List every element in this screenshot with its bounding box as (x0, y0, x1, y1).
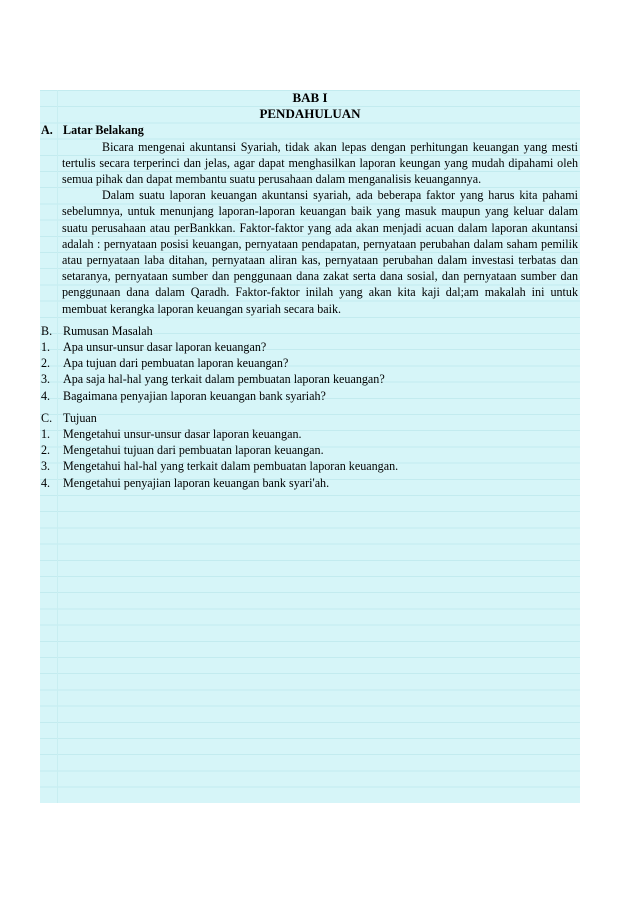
list-item-number: 2. (41, 443, 51, 458)
section-b-marker: B. (41, 323, 53, 338)
list-item (40, 339, 580, 355)
document-body (40, 90, 580, 491)
chapter-number: BAB I (292, 90, 328, 105)
list-item-number: 1. (41, 340, 51, 355)
list-item-number: 1. (41, 427, 51, 442)
list-item-text: Bagaimana penyajian laporan keuangan bank syariah? (63, 388, 326, 403)
list-item-text: Mengetahui hal-hal yang terkait dalam pembuatan laporan keuangan. (63, 459, 399, 474)
list-item (40, 458, 580, 474)
list-item (40, 371, 580, 387)
list-item (40, 355, 580, 371)
list-item-text: Mengetahui tujuan dari pembuatan laporan keuangan. (63, 443, 324, 458)
section-b-heading (40, 323, 580, 339)
list-item (40, 388, 580, 404)
section-c-marker: C. (41, 410, 53, 425)
list-item-text: Mengetahui unsur-unsur dasar laporan keuangan. (63, 427, 302, 442)
section-c-title: Tujuan (63, 410, 97, 425)
chapter-title: PENDAHULUAN (259, 106, 361, 122)
section-c-heading (40, 410, 580, 426)
list-item-text: Apa tujuan dari pembuatan laporan keuangan? (63, 356, 289, 371)
section-a-marker: A. (41, 123, 53, 138)
section-b-title: Rumusan Masalah (63, 323, 153, 338)
section-a-heading (40, 122, 580, 138)
list-item-number: 4. (41, 388, 51, 403)
list-item-number: 3. (41, 372, 51, 387)
list-item-text: Apa unsur-unsur dasar laporan keuangan? (63, 340, 267, 355)
section-b-list (40, 339, 580, 404)
paragraph-1: Bicara mengenai akuntansi Syariah, tidak akan lepas dengan perhitungan keuangan yang mesti tertulis secara terperinci dan jelas, agar dapat menghasilkan laporan keungan yang mudah dipahami oleh semua pihak dan dapat membantu suatu perusahaan dalam menganalisis keuangannya. (62, 139, 578, 187)
list-item-number: 4. (41, 475, 51, 490)
list-item-text: Mengetahui penyajian laporan keuangan bank syari'ah. (63, 475, 330, 490)
list-item-number: 3. (41, 459, 51, 474)
section-a-title: Latar Belakang (63, 123, 144, 138)
section-c-list (40, 426, 580, 491)
list-item (40, 442, 580, 458)
document-sheet (40, 90, 580, 803)
list-item-number: 2. (41, 356, 51, 371)
paragraph-2: Dalam suatu laporan keuangan akuntansi syariah, ada beberapa faktor yang harus kita pahami sebelumnya, untuk menunjang laporan-laporan keuangan baik yang masuk maupun yang keluar dalam suatu perusahaan atau perBankkan. Faktor-faktor yang ada akan menjadi acuan dalam laporan akuntansi adalah : pernyataan posisi keuangan, pernyataan pendapatan, pernyataan perubahan dalam saham pemilik atau pernyataan laba ditahan, pernyataan aliran kas, pernyataan perubahan dalam investasi terbatas dan setaranya, pernyataan sumber dan penggunaan dana zakat serta dana sosial, dan pernyataan sumber dan penggunaan dana dalam Qaradh. Faktor-faktor inilah yang akan kita kaji dal;am makalah ini untuk membuat kerangka laporan keuangan syariah secara baik. (62, 188, 578, 316)
list-item-text: Apa saja hal-hal yang terkait dalam pembuatan laporan keuangan? (63, 372, 385, 387)
section-a-content (40, 139, 580, 317)
list-item (40, 475, 580, 491)
list-item (40, 426, 580, 442)
